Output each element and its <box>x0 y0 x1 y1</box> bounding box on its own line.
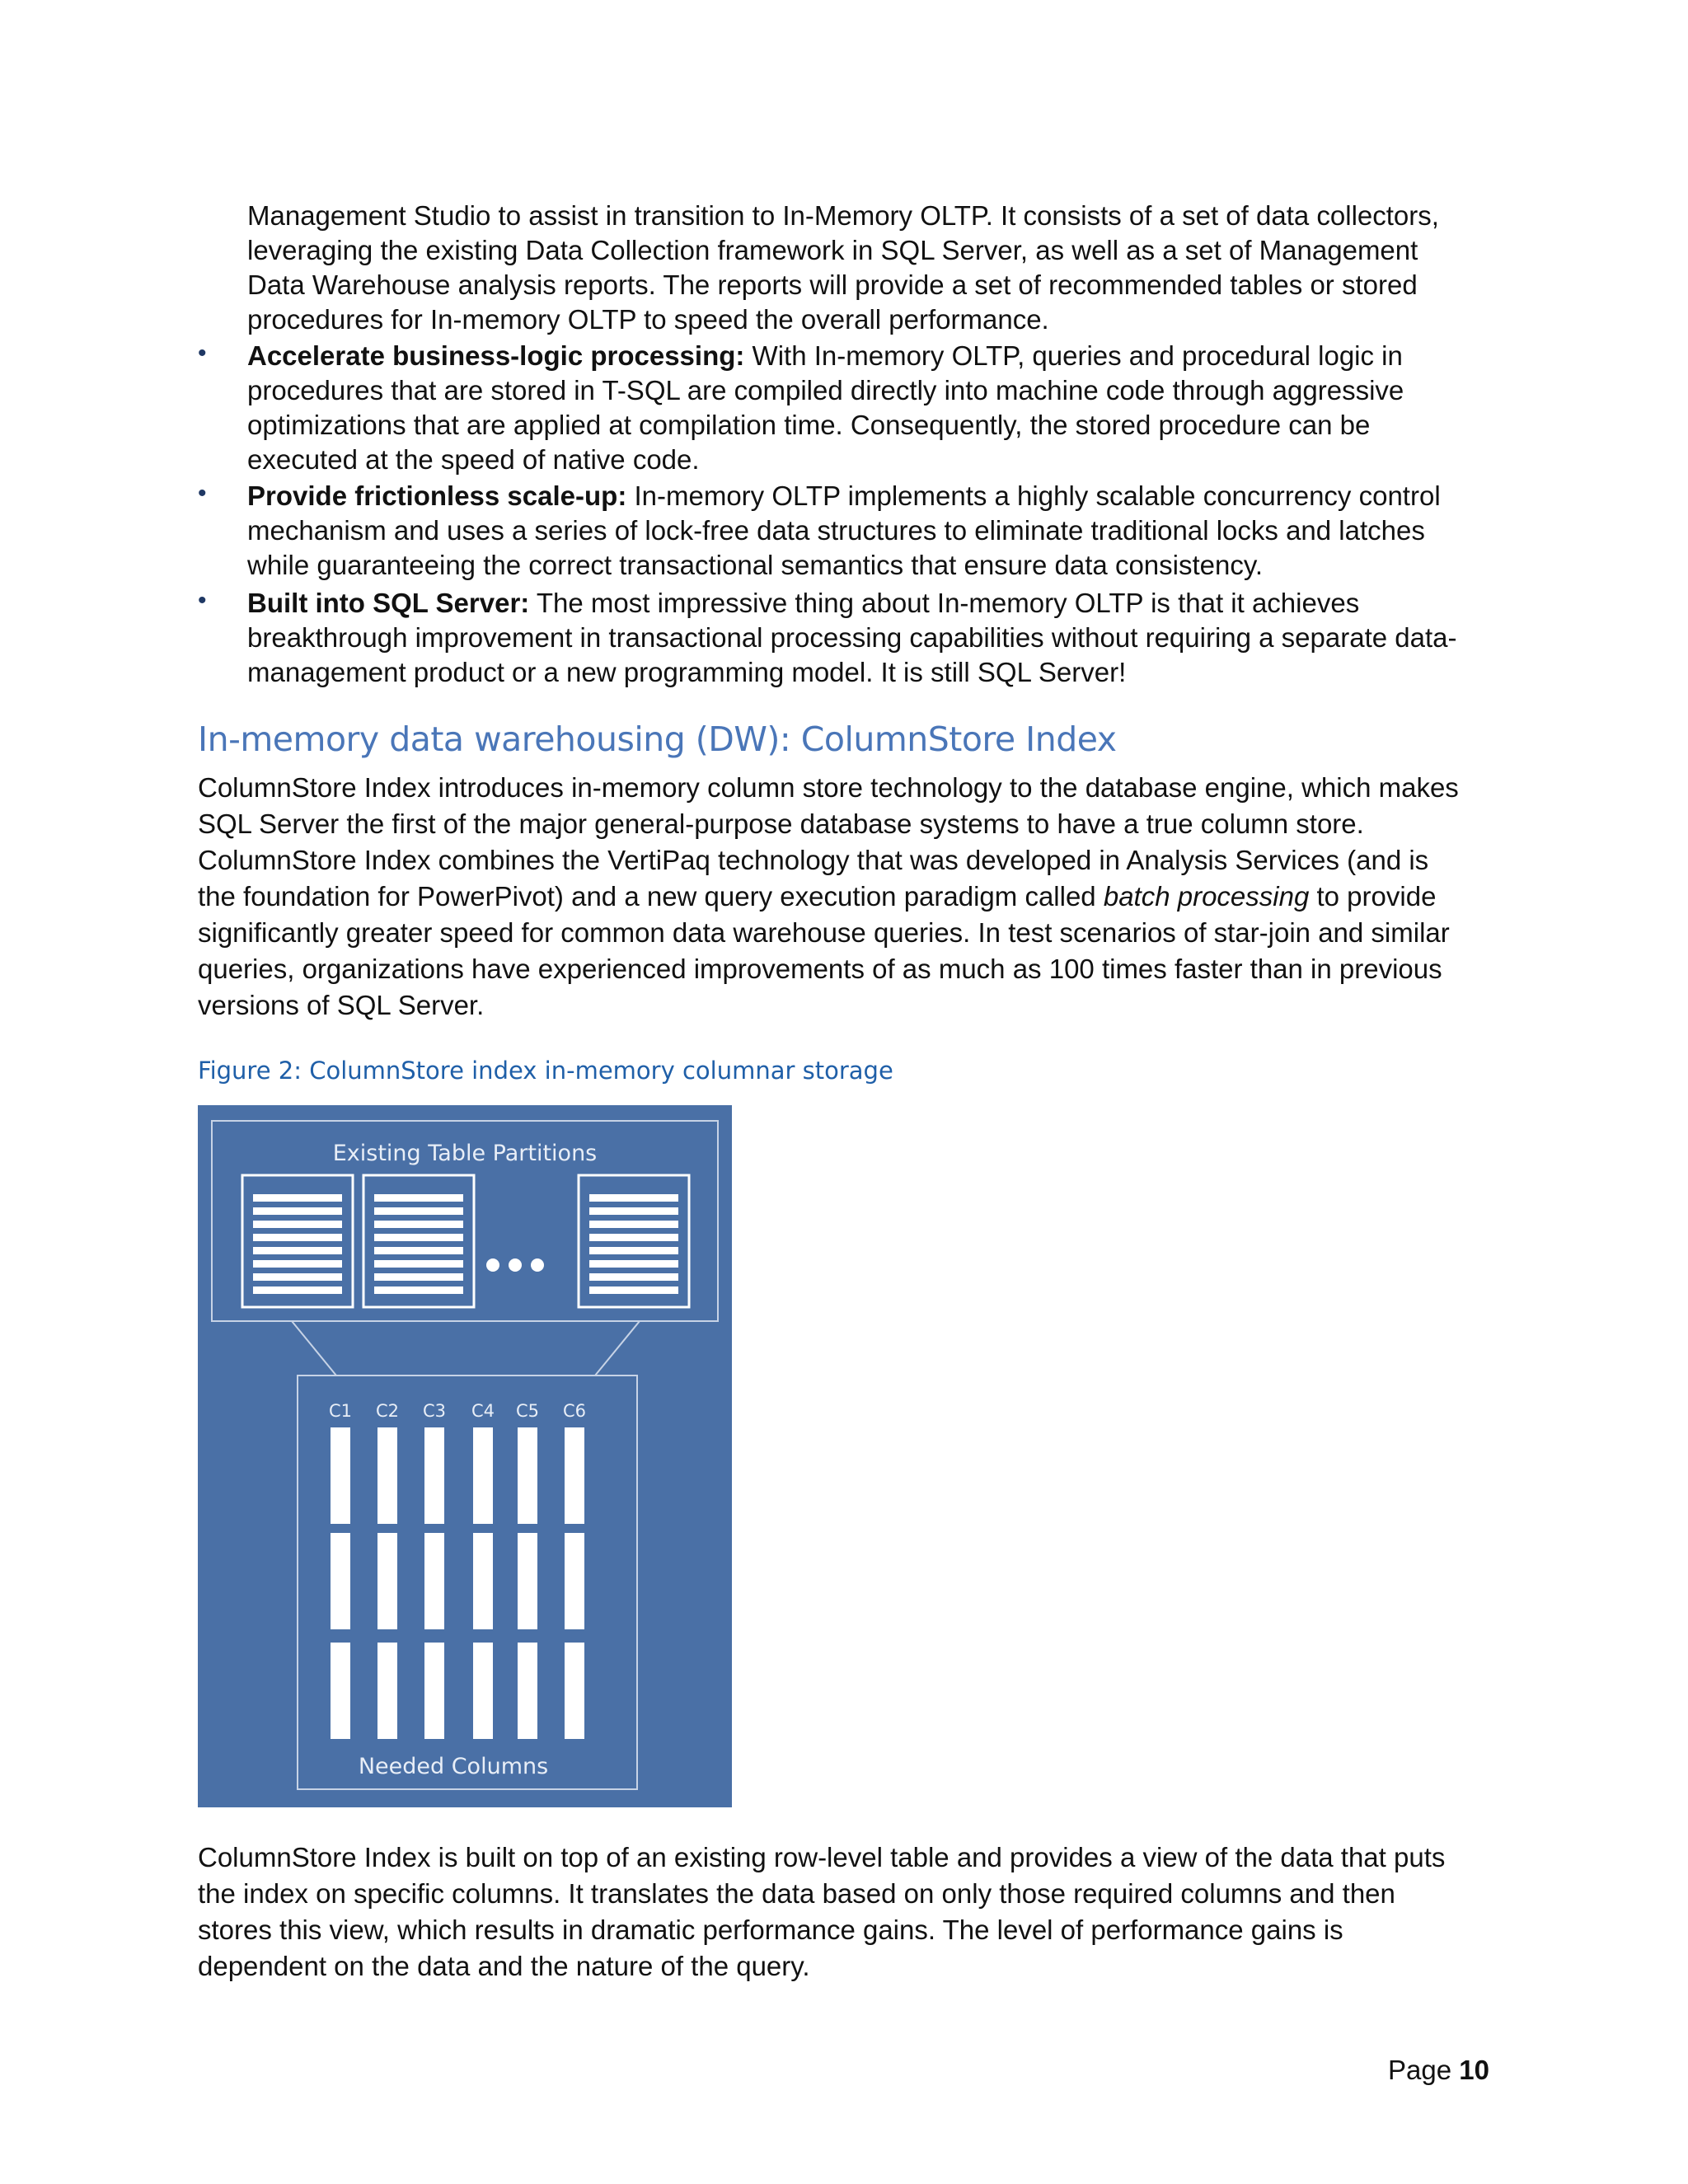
table-row-bar <box>589 1207 678 1215</box>
text-line: SQL Server the first of the major general-purpose database systems to have a true column store. <box>198 808 1364 839</box>
bullet-item-first-line <box>247 338 1492 374</box>
column-segment <box>377 1533 397 1629</box>
table-row-bar <box>589 1273 678 1281</box>
bullet-title: Accelerate business-logic processing: <box>247 340 745 371</box>
text-line: queries, organizations have experienced improvements of as much as 100 times faster than in previous <box>198 954 1442 984</box>
table-row-bar <box>253 1247 342 1254</box>
text-line: ColumnStore Index introduces in-memory column store technology to the database engine, which makes <box>198 772 1459 803</box>
table-row-bar <box>374 1260 463 1268</box>
column-segment <box>424 1643 444 1739</box>
ellipsis-dot <box>531 1258 544 1272</box>
table-row-bar <box>374 1247 463 1254</box>
column-label: C2 <box>375 1401 400 1421</box>
table-row-bar <box>253 1221 342 1228</box>
column-segment <box>565 1533 584 1629</box>
column-segment <box>377 1643 397 1739</box>
page-number <box>1388 2055 1489 2086</box>
table-row-bar <box>589 1221 678 1228</box>
partition-table-icon <box>579 1175 689 1307</box>
text-span: the foundation for PowerPivot) and a new query execution paradigm called <box>198 881 1104 912</box>
column-segment <box>518 1533 537 1629</box>
column-segment <box>565 1427 584 1524</box>
text-line: executed at the speed of native code. <box>247 444 700 475</box>
column-segment <box>331 1643 350 1739</box>
section-heading: In-memory data warehousing (DW): ColumnStore Index <box>198 719 1117 759</box>
table-row-bar <box>253 1207 342 1215</box>
column-segment <box>377 1427 397 1524</box>
table-row-bar <box>374 1194 463 1202</box>
text-line: while guaranteeing the correct transactional semantics that ensure data consistency. <box>247 550 1264 580</box>
table-row-bar <box>589 1247 678 1254</box>
column-segment <box>424 1533 444 1629</box>
bullet-item-first-line <box>247 585 1492 621</box>
text-line: optimizations that are applied at compilation time. Consequently, the stored procedure can be <box>247 410 1371 440</box>
text-line: mechanism and uses a series of lock-free data structures to eliminate traditional locks and latches <box>247 515 1425 546</box>
columnstore-diagram <box>198 1105 732 1807</box>
bullet-text: In-memory OLTP implements a highly scalable concurrency control <box>626 480 1441 511</box>
needed-columns-label: Needed Columns <box>358 1754 549 1779</box>
partition-table-icon <box>242 1175 353 1307</box>
column-segment <box>473 1427 493 1524</box>
text-line: breakthrough improvement in transactional processing capabilities without requiring a separate data- <box>247 622 1457 653</box>
column-segment <box>518 1643 537 1739</box>
text-span: to provide <box>1309 881 1437 912</box>
bullet-dot-icon: • <box>198 480 207 507</box>
column-segment <box>331 1533 350 1629</box>
bullet-title: Built into SQL Server: <box>247 588 530 618</box>
table-row-bar <box>589 1234 678 1241</box>
column-label: C6 <box>562 1401 587 1421</box>
column-label: C3 <box>422 1401 447 1421</box>
bullet-item-first-line <box>247 478 1492 514</box>
table-row-bar <box>253 1234 342 1241</box>
text-line: procedures for In-memory OLTP to speed the overall performance. <box>247 304 1049 335</box>
partitions-label: Existing Table Partitions <box>332 1141 598 1166</box>
text-line: management product or a new programming model. It is still SQL Server! <box>247 657 1127 687</box>
column-segment <box>518 1427 537 1524</box>
table-row-bar <box>589 1286 678 1294</box>
text-line: leveraging the existing Data Collection framework in SQL Server, as well as a set of Management <box>247 235 1418 265</box>
table-row-bar <box>589 1260 678 1268</box>
column-segment <box>424 1427 444 1524</box>
bullet-dot-icon: • <box>198 587 207 614</box>
page-label: Page <box>1388 2055 1460 2085</box>
column-label: C4 <box>471 1401 495 1421</box>
bullet-text: With In-memory OLTP, queries and procedural logic in <box>744 340 1403 371</box>
table-row-bar <box>253 1273 342 1281</box>
bullet-title: Provide frictionless scale-up: <box>247 480 627 511</box>
figure-caption: Figure 2: ColumnStore index in-memory columnar storage <box>198 1057 893 1085</box>
table-row-bar <box>374 1221 463 1228</box>
text-line: ColumnStore Index is built on top of an existing row-level table and provides a view of the data that puts <box>198 1842 1446 1872</box>
table-row-bar <box>374 1286 463 1294</box>
bullet-dot-icon: • <box>198 340 207 367</box>
column-segment <box>331 1427 350 1524</box>
text-line: versions of SQL Server. <box>198 990 485 1020</box>
text-line: procedures that are stored in T-SQL are compiled directly into machine code through aggressive <box>247 375 1404 405</box>
column-segment <box>473 1643 493 1739</box>
text-line <box>198 879 1484 915</box>
text-line: significantly greater speed for common data warehouse queries. In test scenarios of star-join and similar <box>198 917 1450 948</box>
table-row-bar <box>374 1273 463 1281</box>
ellipsis-dot <box>509 1258 522 1272</box>
text-line: Data Warehouse analysis reports. The reports will provide a set of recommended tables or stored <box>247 269 1418 300</box>
emphasis-text: batch processing <box>1103 881 1310 912</box>
bullet-text: The most impressive thing about In-memory OLTP is that it achieves <box>529 588 1360 618</box>
partition-table-icon <box>363 1175 474 1307</box>
column-segment <box>473 1533 493 1629</box>
page-number-value: 10 <box>1459 2055 1489 2085</box>
text-line: stores this view, which results in dramatic performance gains. The level of performance gains is <box>198 1915 1343 1945</box>
text-line: ColumnStore Index combines the VertiPaq technology that was developed in Analysis Services (and is <box>198 845 1429 875</box>
table-row-bar <box>253 1260 342 1268</box>
column-label: C5 <box>515 1401 540 1421</box>
text-line: Management Studio to assist in transition to In-Memory OLTP. It consists of a set of data collectors, <box>247 200 1439 231</box>
ellipsis-dot <box>486 1258 499 1272</box>
table-row-bar <box>374 1207 463 1215</box>
table-row-bar <box>374 1234 463 1241</box>
table-row-bar <box>589 1194 678 1202</box>
column-label: C1 <box>328 1401 353 1421</box>
text-line: the index on specific columns. It translates the data based on only those required columns and then <box>198 1878 1395 1909</box>
column-segment <box>565 1643 584 1739</box>
text-line: dependent on the data and the nature of the query. <box>198 1951 810 1981</box>
table-row-bar <box>253 1286 342 1294</box>
table-row-bar <box>253 1194 342 1202</box>
